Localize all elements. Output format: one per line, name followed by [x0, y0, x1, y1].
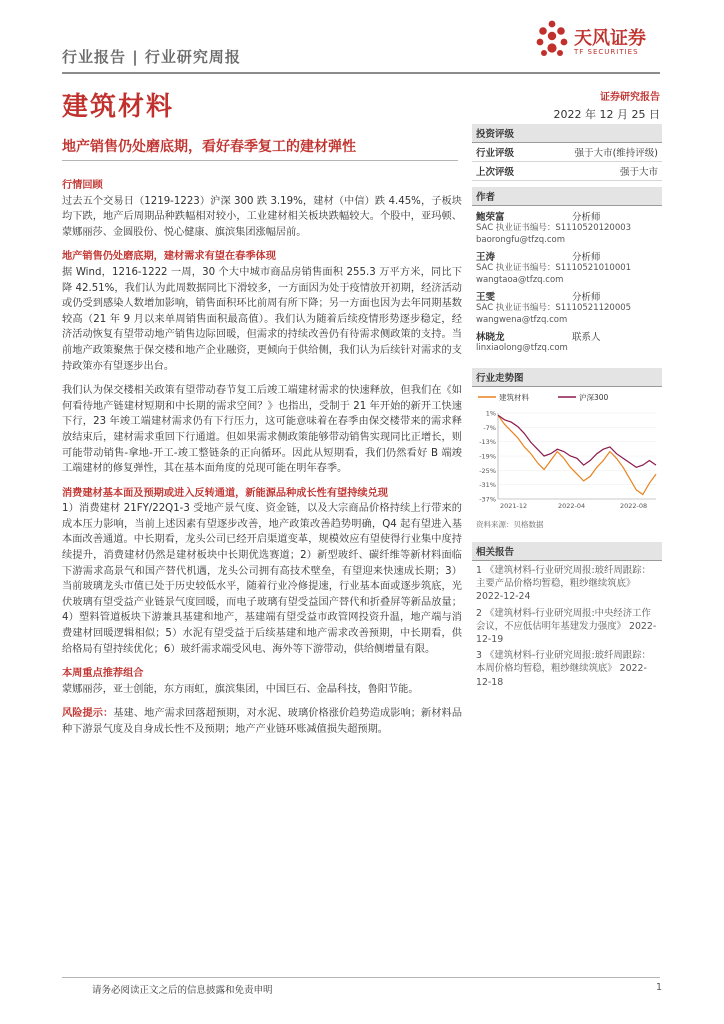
logo-name: 天风证券: [574, 28, 646, 49]
section-body-recommendations: 蒙娜丽莎，亚士创能，东方雨虹，旗滨集团，中国巨石、金晶科技，鲁阳节能。: [62, 683, 419, 695]
legend-label: 建筑材料: [499, 393, 529, 402]
author-email[interactable]: linxiaolong@tfzq.com: [476, 343, 568, 353]
report-type: 行业报告 | 行业研究周报: [62, 48, 241, 66]
author-email[interactable]: wangtaoa@tfzq.com: [476, 274, 564, 285]
author-entry: [472, 206, 662, 246]
author-email[interactable]: baorongfu@tfzq.com: [476, 234, 566, 245]
x-tick-label: 2022-04: [558, 502, 586, 510]
rating-value: 强于大市: [619, 167, 658, 178]
author-name: 王涛: [476, 252, 496, 263]
report-headline: 地产销售仍处磨底期，看好春季复工的建材弹性: [62, 139, 356, 155]
author-name: 鲍荣富: [476, 212, 505, 223]
author-entry: [472, 246, 662, 286]
rating-label: 上次评级: [476, 167, 515, 178]
y-tick-label: -37%: [479, 495, 496, 504]
rating-label: 行业评级: [476, 148, 515, 159]
related-reports-box: [472, 542, 662, 689]
section-title-consumer-materials: 消费建材基本面及预期或进入反转通道，新能源品种成长性有望持续兑现: [62, 487, 388, 499]
rating-row: [472, 143, 662, 162]
author-role: 分析师: [572, 252, 601, 263]
authors-box: [472, 187, 662, 355]
author-entry: [472, 326, 662, 355]
footer-disclaimer: 请务必阅读正文之后的信息披露和免责申明: [92, 985, 273, 996]
related-report-link[interactable]: 1 《建筑材料-行业研究周报:玻纤周跟踪：主要产品价格均暂稳，粗纱继续筑底》 2022-12-24: [476, 565, 651, 603]
industry-title: 建筑材料: [62, 92, 175, 122]
rating-box: [472, 124, 662, 181]
main-content: [62, 178, 462, 738]
header-divider: [62, 72, 660, 74]
y-tick-label: -7%: [483, 423, 496, 432]
y-tick-label: -19%: [479, 452, 496, 461]
report-date: 2022 年 12 月 25 日: [553, 108, 660, 121]
trend-title: 行业走势图: [472, 368, 662, 387]
y-tick-label: -13%: [479, 438, 496, 447]
author-role: 分析师: [572, 292, 601, 303]
related-report-link[interactable]: 3 《建筑材料-行业研究周报:玻纤周跟踪：本周价格均暂稳，粗纱继续筑底》 2022-12-18: [476, 650, 651, 688]
chart-source: 资料来源：贝格数据: [476, 520, 544, 529]
risk-warning: [62, 706, 462, 737]
section-body-consumer-materials: 1）消费建材 21FY/22Q1-3 受地产景气度、资金链，以及大宗商品价格持续上行带来的成本压力影响，当前上述因素有望逐步改善，地产政策改善趋势明确，Q4 起有望进入基本面改善通道。中长期看，龙头公司已经开启渠道变革，规模效应有望使得行业集中度持续提升，消费建材仍然是建材板块中长期优选赛道；2）新型玻纤、碳纤维等新材料面临下游需求高景气和国产替代机遇，龙头公司拥有高技术壁垒，有望迎来快速成长期；3）当前玻璃龙头市值已处于历史较低水平，随着行业冷修提速，行业基本面或逐步筑底，光伏玻璃有望受益产业链景气度回暖，而电子玻璃有望受益国产替代和折叠屏等新品放量；4）塑料管道板块下游兼具基建和地产，基建端有望受益市政管网投资升温，地产端与消费建材回暖逻辑相似；5）水泥有望受益于后续基建和地产需求改善预期，中长期看，供给格局有望持续优化；6）玻纤需求端受风电、海外等下游带动，供给侧增量有限。: [62, 503, 462, 655]
related-title: 相关报告: [472, 542, 662, 561]
logo-mark-icon: [532, 18, 572, 62]
author-entry: [472, 286, 662, 326]
series-line-csi300: [498, 415, 656, 467]
author-sac: SAC 执业证书编号：S1110520120003: [476, 223, 632, 233]
securities-report-label: 证券研究报告: [600, 92, 660, 103]
author-role: 联系人: [572, 332, 601, 343]
x-tick-label: 2022-08: [620, 502, 648, 510]
authors-title: 作者: [472, 187, 662, 206]
footer-divider: [62, 977, 660, 978]
section-body-property-sales: 据 Wind，1216-1222 一周，30 个大中城市商品房销售面积 255.3 万平方米，同比下降 42.51%，我们认为此周数据同比下滑较多，一方面因为处于疫情放开初期，经济活动或仍受到感染人数增加影响，销售面积环比前周有所下降；另一方面也因为去年同期基数较高（21 年 9 月以来单周销售面积最高值）。我们认为随着后续疫情形势逐步稳定，经济活动恢复有望带动地产销售边际回暖，但需求的持续改善仍有待需求侧政策的支持。当前地产政策聚焦于保交楼和地产企业融资，更倾向于供给侧，我们认为后续针对需求的支持政策亦有望逐步出台。: [62, 266, 462, 372]
section-title-recommendations: 本周重点推荐组合: [62, 668, 144, 680]
rating-value: 强于大市(维持评级): [574, 148, 658, 159]
risk-warning-label: 风险提示：: [62, 708, 114, 720]
section-title-market-review: 行情回顾: [62, 180, 103, 191]
trend-chart: [472, 387, 662, 513]
y-tick-label: 1%: [485, 409, 496, 418]
author-email[interactable]: wangwena@tfzq.com: [476, 314, 568, 325]
rating-title: 投资评级: [472, 124, 662, 143]
author-role: 分析师: [572, 212, 601, 223]
risk-warning-body: 基建、地产需求回落超预期，对水泥、玻璃价格涨价趋势造成影响；新材料品种下游景气度及自身成长性不及预期；地产产业链环账减值损失超预期。: [62, 708, 463, 735]
y-tick-label: -25%: [479, 466, 496, 475]
author-sac: SAC 执业证书编号：S1110521010001: [476, 263, 632, 273]
author-name: 王雯: [476, 292, 496, 303]
trend-box: [472, 368, 662, 532]
section-body-market-review: 过去五个交易日（1219-1223）沪深 300 跌 3.19%，建材（中信）跌 4.45%，子板块均下跌，地产后周期品种跌幅相对较小，工业建材相关板块跌幅较大。个股中，亚玛顿、蒙娜丽莎、金圆股份、悦心健康、旗滨集团涨幅居前。: [62, 195, 462, 238]
legend-label: 沪深300: [579, 393, 609, 402]
y-tick-label: -31%: [479, 481, 496, 490]
related-report-link[interactable]: 2 《建筑材料-行业研究周报:中央经济工作会议，不应低估明年基建发力强度》 2022-12-19: [476, 607, 657, 646]
logo-en: TF SECURITIES: [574, 48, 639, 56]
author-sac: SAC 执业证书编号：S1110521120005: [476, 303, 632, 313]
headline-divider: [62, 160, 458, 161]
section-title-property-sales: 地产销售仍处磨底期，建材需求有望在春季体现: [62, 251, 276, 263]
section-body-property-sales-2: 我们认为保交楼相关政策有望带动春节复工后竣工端建材需求的快速释放，但我们在《如何看待地产链建材短期和中长期的需求空间？》也指出，受制于 21 年开始的新开工快速下行，23 年竣工端建材需求仍有下行压力，这可能意味着在春季由保交楼带来的需求释放结束后，建材需求重回下行通道。但如果需求侧政策能够带动销售实现同比正增长，则可能带动销售-拿地-开工-竣工整链条的正向循环。因此从短期看，我们仍然看好 B 端竣工端建材的修复弹性，其在基本面角度的兑现可能在明年春季。: [62, 385, 462, 475]
rating-row: [472, 162, 662, 181]
x-tick-label: 2021-12: [500, 502, 528, 510]
author-name: 林晓龙: [476, 332, 505, 343]
page-number: 1: [655, 982, 662, 993]
